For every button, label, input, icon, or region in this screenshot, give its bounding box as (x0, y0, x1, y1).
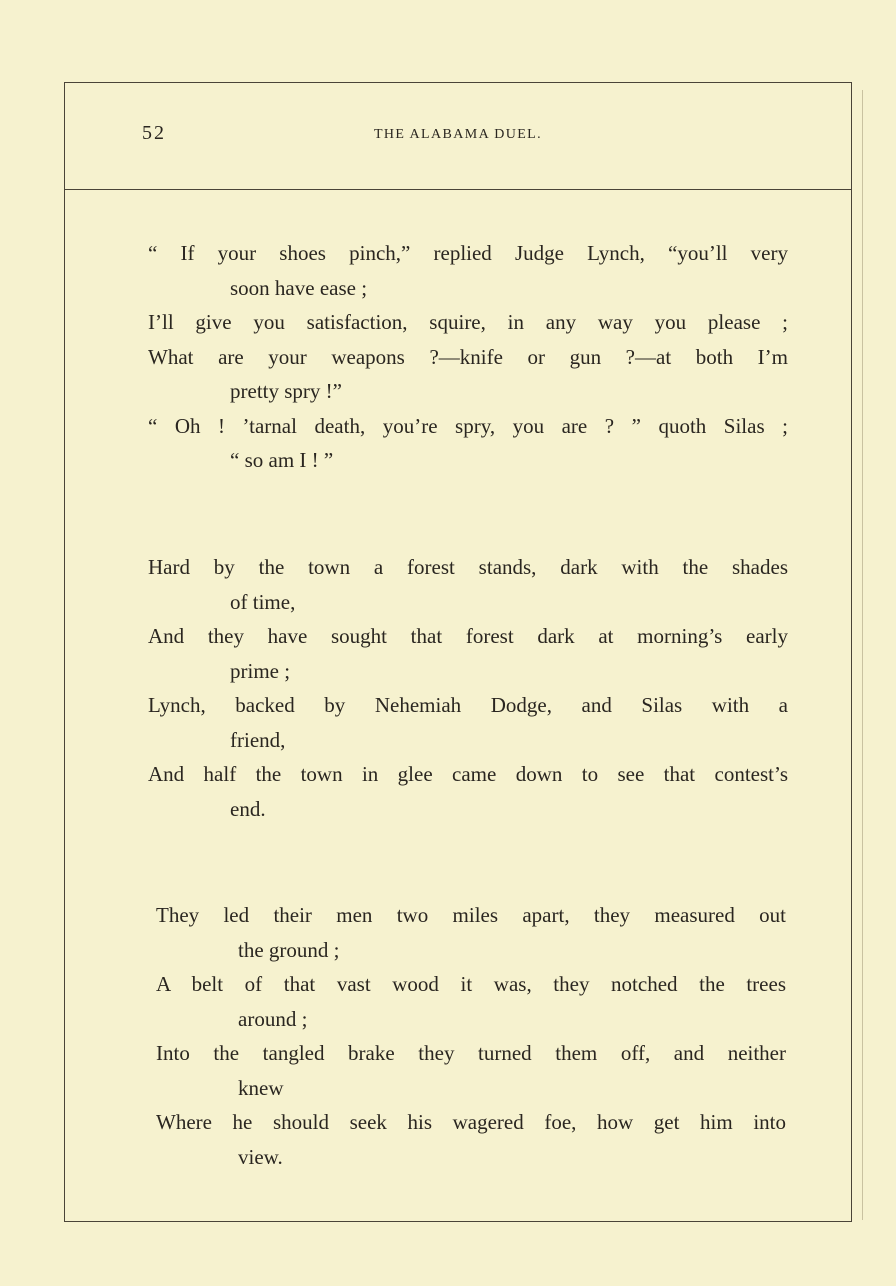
verse-line (148, 550, 788, 619)
verse-line (148, 688, 788, 757)
verse-line-continuation: of time, (230, 589, 296, 614)
verse-line (156, 1105, 786, 1174)
verse-line-first: And they have sought that forest dark at morning’s early (148, 624, 788, 648)
verse-line (156, 1036, 786, 1105)
running-title: THE ALABAMA DUEL. (373, 127, 543, 142)
stanza-3 (156, 898, 786, 1174)
verse-line-continuation: knew (238, 1075, 284, 1100)
verse-line-continuation: the ground ; (238, 937, 340, 962)
verse-line-first: Hard by the town a forest stands, dark with the shades (148, 555, 788, 579)
verse-line-continuation: pretty spry !” (230, 379, 342, 403)
verse-line-first: I’ll give you satisfaction, squire, in any way you please ; (148, 310, 788, 334)
verse-line (148, 757, 788, 826)
verse-line (156, 967, 786, 1036)
verse-line-first: Where he should seek his wagered foe, how get him into (156, 1110, 786, 1134)
verse-line-first: Into the tangled brake they turned them off, and neither (156, 1041, 786, 1065)
verse-line-first: “ Oh ! ’tarnal death, you’re spry, you are ? ” quoth Silas ; (148, 413, 788, 438)
verse-line-continuation: soon have ease ; (230, 275, 368, 300)
verse-line (148, 236, 788, 305)
page-number: 52 (142, 122, 166, 144)
verse-line-first: A belt of that vast wood it was, they notched the trees (156, 972, 786, 996)
stanza-2 (148, 550, 788, 826)
verse-line-continuation: around ; (238, 1006, 308, 1031)
verse-line-first: And half the town in glee came down to see that contest’s (148, 762, 788, 786)
verse-line-first: They led their men two miles apart, they measured out (156, 903, 786, 927)
verse-line-continuation: “ so am I ! ” (230, 448, 334, 472)
verse-line-first: What are your weapons ?—knife or gun ?—at both I’m (148, 344, 788, 369)
verse-line-continuation: friend, (230, 727, 286, 752)
verse-line-first: “ If your shoes pinch,” replied Judge Lynch, “you’ll very (148, 241, 788, 265)
verse-line (148, 305, 788, 340)
verse-line (148, 340, 788, 409)
verse-line-continuation: view. (238, 1144, 283, 1169)
verse-line (156, 898, 786, 967)
stanza-1 (148, 236, 788, 478)
verse-line-continuation: prime ; (230, 658, 291, 683)
page-edge-shadow (862, 90, 863, 1220)
verse-line-first: Lynch, backed by Nehemiah Dodge, and Silas with a (148, 693, 788, 717)
verse-line (148, 409, 788, 478)
verse-line (148, 619, 788, 688)
page-header (64, 82, 852, 190)
verse-line-continuation: end. (230, 796, 266, 821)
